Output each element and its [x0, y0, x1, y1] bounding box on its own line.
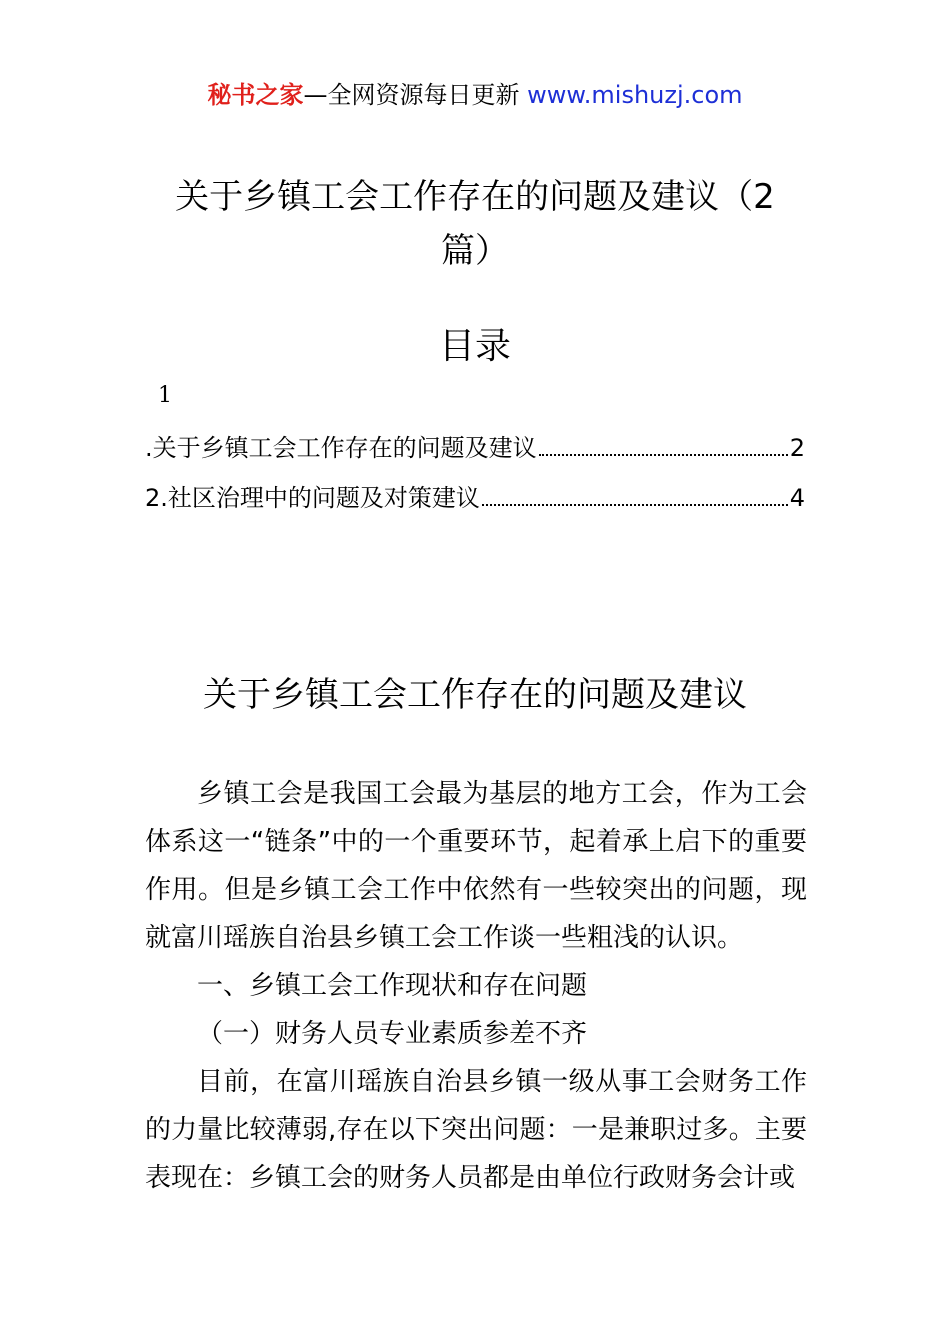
toc-item-2[interactable]	[145, 474, 805, 514]
paragraph-heading-1: 一、乡镇工会工作现状和存在问题	[197, 971, 588, 1001]
body-text	[145, 770, 807, 1202]
toc-item-number: 1	[158, 383, 172, 408]
brand-name: 秘书之家	[207, 81, 304, 109]
section-title: 关于乡镇工会工作存在的问题及建议	[203, 675, 747, 715]
toc-item-1[interactable]	[145, 424, 805, 464]
site-header	[0, 78, 950, 112]
toc-leader-dots	[539, 424, 788, 456]
toc-item-page: 4	[789, 484, 805, 512]
header-tagline: —全网资源每日更新	[303, 81, 528, 109]
toc-leader-dots	[482, 474, 788, 506]
toc-item-label: 2.社区治理中的问题及对策建议	[145, 484, 480, 512]
toc-item-label: .关于乡镇工会工作存在的问题及建议	[145, 434, 537, 462]
paragraph-body: 目前，在富川瑶族自治县乡镇一级从事工会财务工作的力量比较薄弱,存在以下突出问题：一是兼职过多。主要表现在：乡镇工会的财务人员都是由单位行政财务会计或	[145, 1067, 807, 1193]
toc-item-page: 2	[789, 434, 805, 462]
toc-heading: 目录	[438, 326, 511, 367]
document-title: 关于乡镇工会工作存在的问题及建议（2篇）	[175, 177, 775, 271]
paragraph-subheading-1: （一）财务人员专业素质参差不齐	[197, 1019, 588, 1049]
paragraph-intro: 乡镇工会是我国工会最为基层的地方工会，作为工会体系这一“链条”中的一个重要环节，起着承上启下的重要作用。但是乡镇工会工作中依然有一些较突出的问题，现就富川瑶族自治县乡镇工会工作谈一些粗浅的认识。	[145, 779, 807, 953]
site-url-link[interactable]: www.mishuzj.com	[527, 81, 743, 109]
